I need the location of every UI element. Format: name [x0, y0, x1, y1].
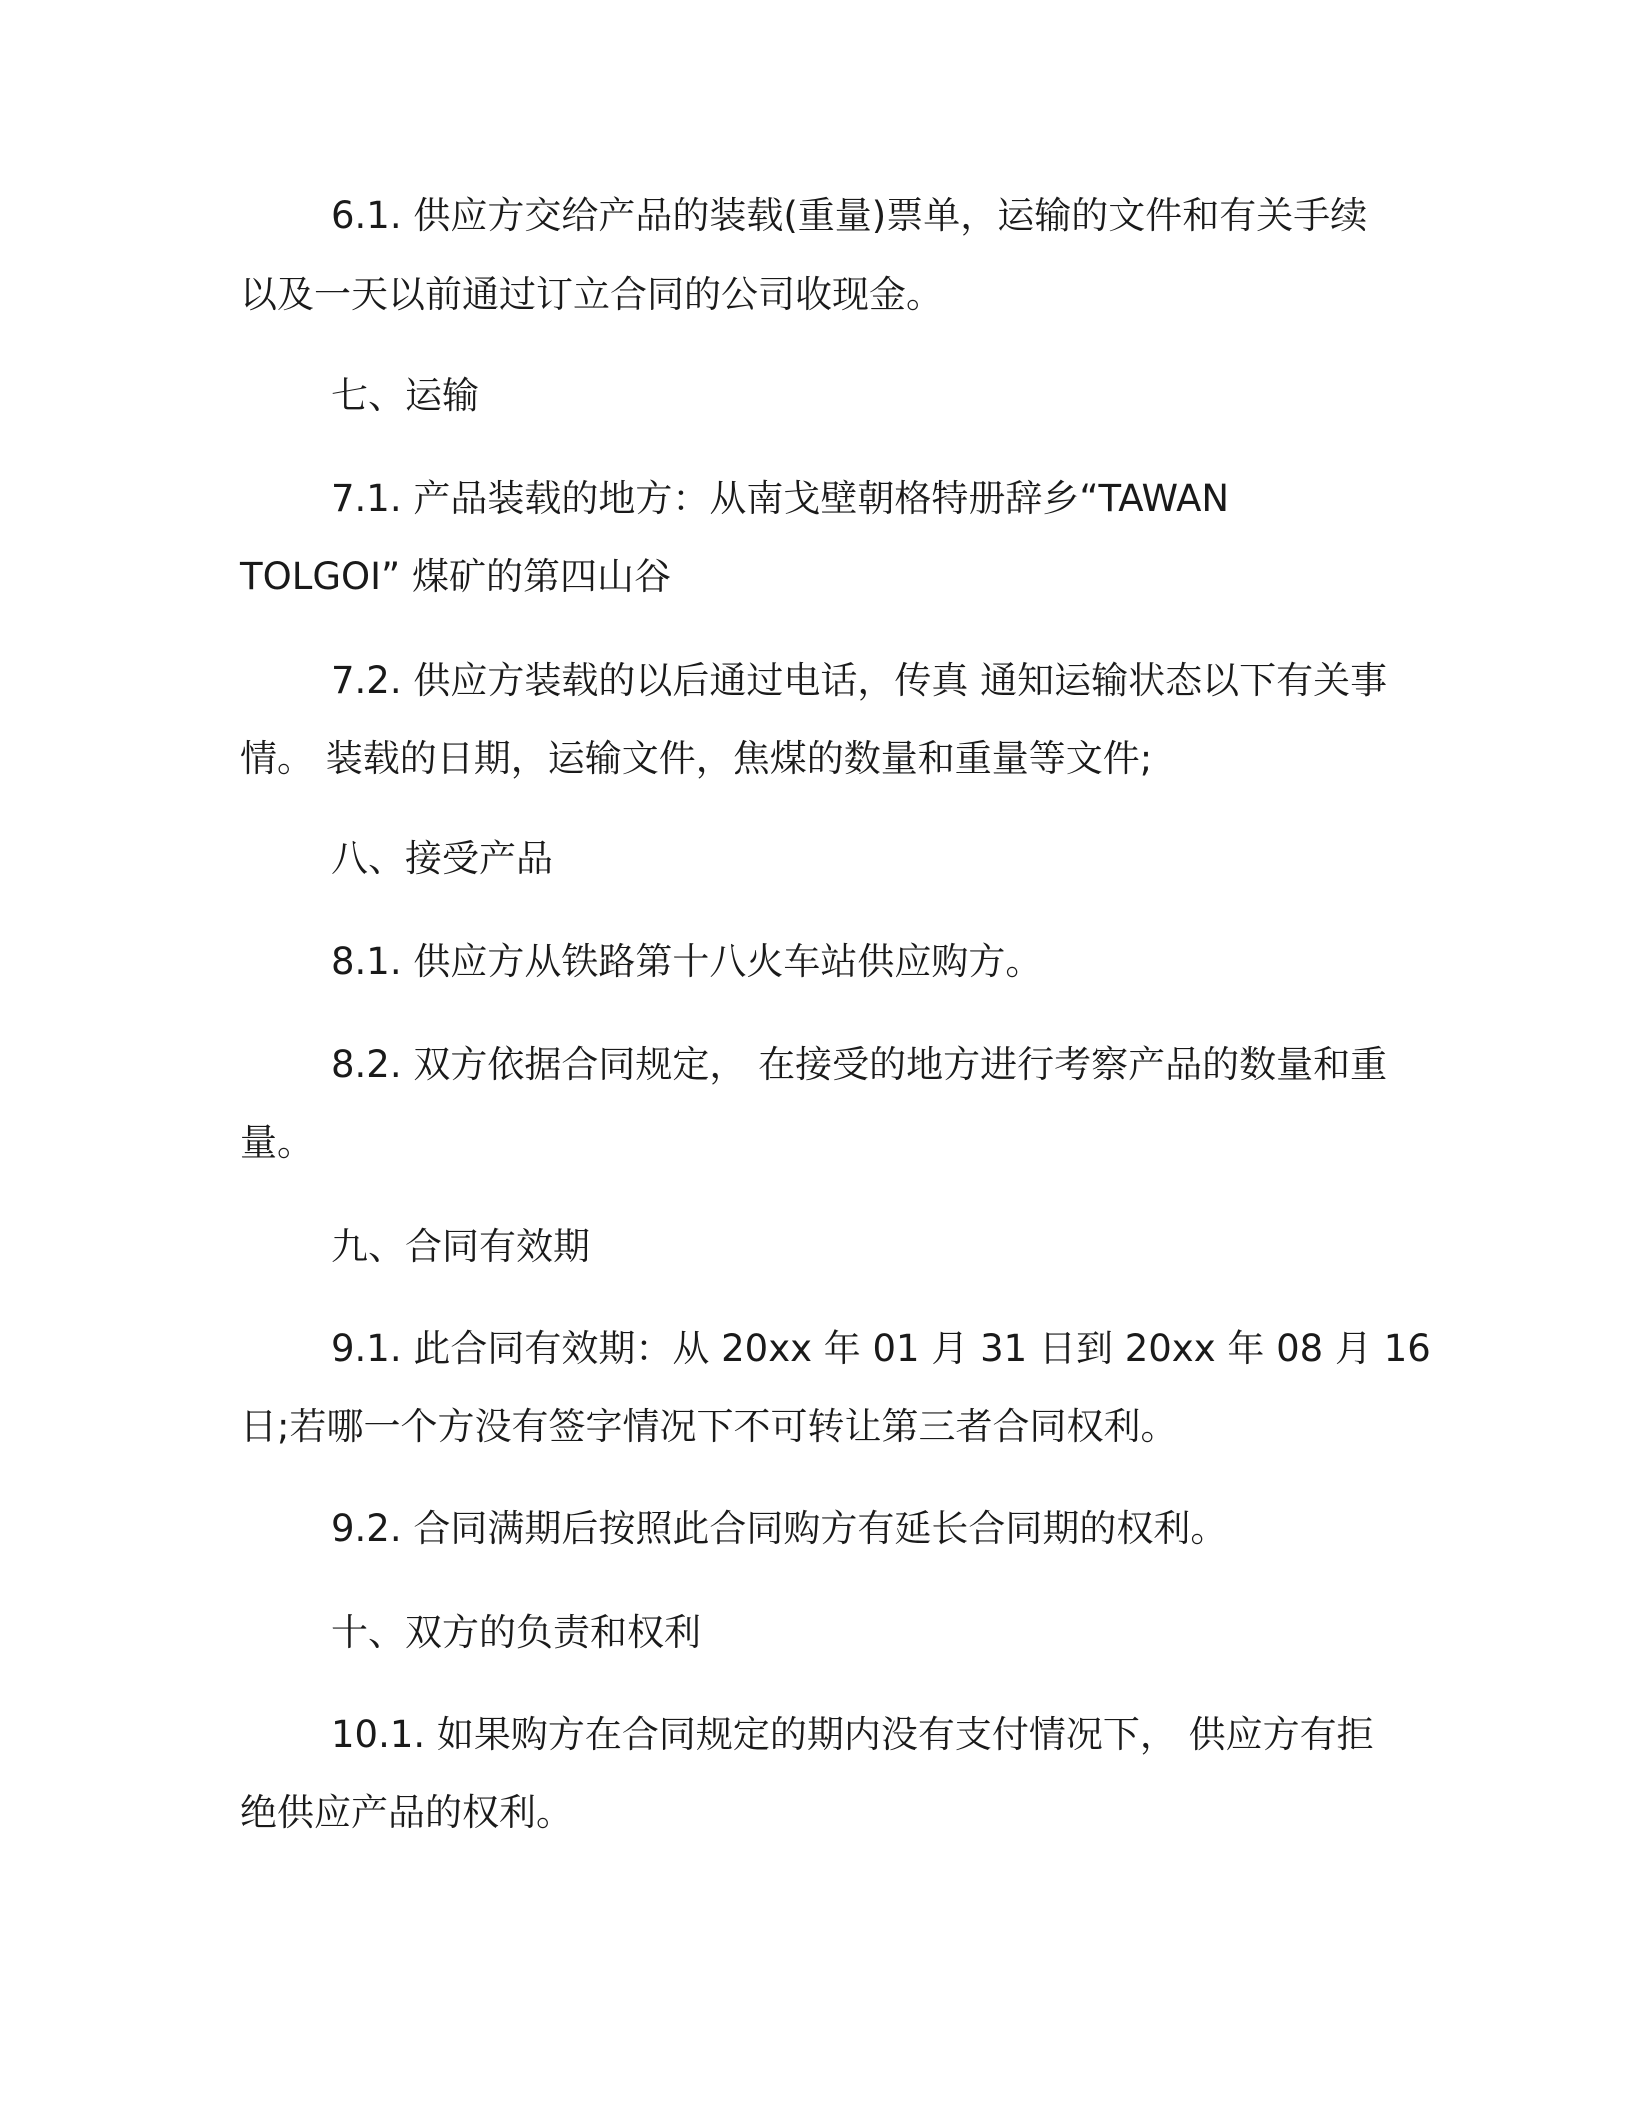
clause-6-1-line-2: 以及一天以前通过订立合同的公司收现金。: [240, 273, 943, 316]
clause-7-1-line-1: 7.1. 产品装载的地方：从南戈壁朝格特册辞乡“TAWAN: [331, 477, 1230, 520]
clause-7-2-line-2: 情。 装载的日期，运输文件，焦煤的数量和重量等文件;: [240, 737, 1153, 780]
clause-9-2-line-1: 9.2. 合同满期后按照此合同购方有延长合同期的权利。: [331, 1507, 1228, 1550]
clause-10-1-line-1: 10.1. 如果购方在合同规定的期内没有支付情况下， 供应方有拒: [331, 1713, 1374, 1756]
clause-9-1-line-1: 9.1. 此合同有效期：从 20xx 年 01 月 31 日到 20xx 年 08 月 16: [331, 1327, 1431, 1370]
clause-7-2-line-1: 7.2. 供应方装载的以后通过电话，传真 通知运输状态以下有关事: [331, 659, 1388, 702]
clause-10-1-line-2: 绝供应产品的权利。: [240, 1791, 573, 1834]
clause-8-1-line-1: 8.1. 供应方从铁路第十八火车站供应购方。: [331, 940, 1043, 983]
section-heading-validity: 九、合同有效期: [331, 1225, 590, 1268]
clause-7-1-line-2: TOLGOI” 煤矿的第四山谷: [240, 555, 671, 598]
clause-6-1-line-1: 6.1. 供应方交给产品的装载(重量)票单，运输的文件和有关手续: [331, 194, 1368, 237]
section-heading-acceptance: 八、接受产品: [331, 837, 553, 880]
clause-8-2-line-1: 8.2. 双方依据合同规定， 在接受的地方进行考察产品的数量和重: [331, 1043, 1388, 1086]
section-heading-rights: 十、双方的负责和权利: [331, 1611, 701, 1654]
clause-9-1-line-2: 日;若哪一个方没有签字情况下不可转让第三者合同权利。: [240, 1405, 1178, 1448]
clause-8-2-line-2: 量。: [240, 1121, 314, 1164]
section-heading-transport: 七、运输: [331, 374, 479, 417]
